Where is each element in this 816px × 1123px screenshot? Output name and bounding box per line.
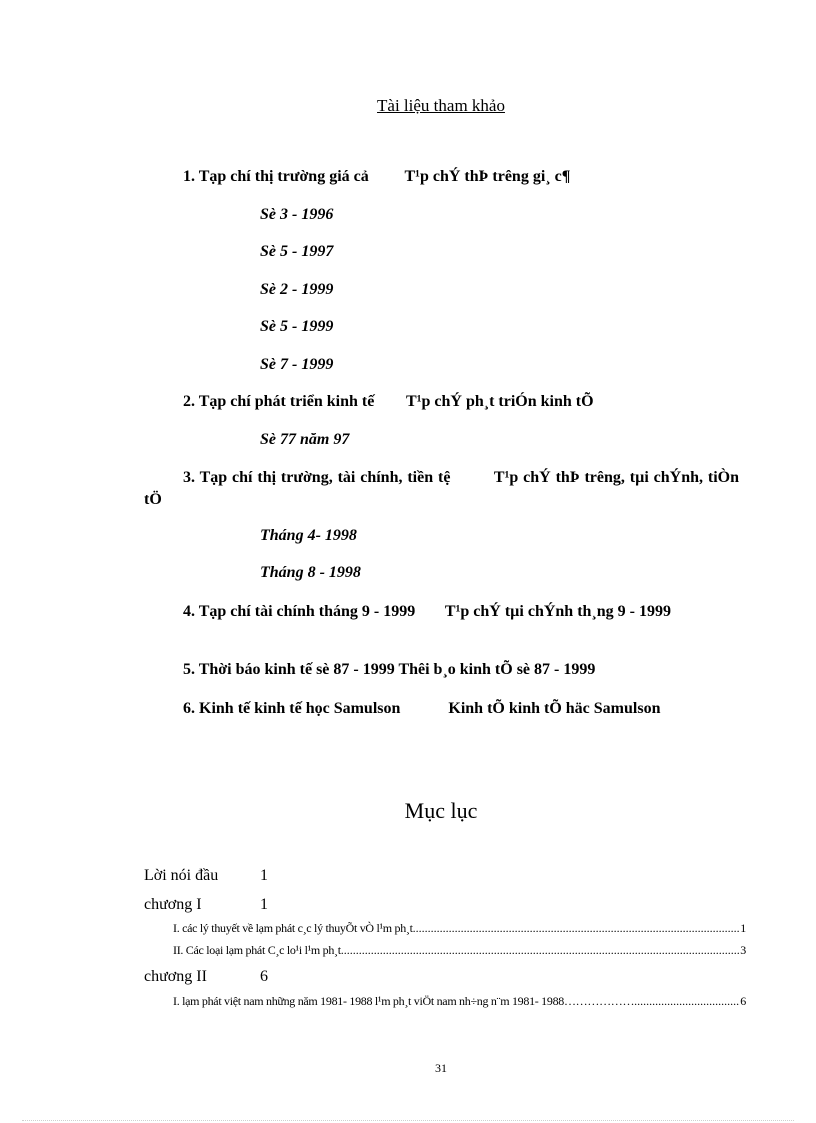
reference-item-1 (183, 168, 570, 186)
reference-number: 2. (183, 393, 195, 410)
toc-entry-page: 6 (260, 968, 268, 985)
reference-issue: Tháng 8 - 1998 (260, 564, 361, 581)
toc-entry-label: chương II (144, 968, 207, 985)
reference-title: Tạp chí phát triển kinh tế (198, 393, 375, 410)
reference-number: 3. (183, 469, 195, 486)
reference-title-legacy: T¹p chÝ ph¸t triÓn kinh tÕ (406, 393, 594, 410)
toc-entry-page: 6 (740, 994, 746, 1008)
toc-entry-label: II. Các loại lạm phát C¸c lo¹i l¹m ph¸t (173, 943, 341, 957)
reference-title-legacy: Thêi b¸o kinh tÕ sè 87 - 1999 (398, 661, 596, 678)
reference-item-5 (183, 661, 595, 679)
toc-entry-label: I. lạm phát việt nam những năm 1981- 1988 l¹m ph¸t viÖt nam nh÷ng n¨m 1981- 1988……………… (173, 994, 635, 1008)
reference-number: 5. (183, 661, 195, 678)
reference-issue: Sè 2 - 1999 (260, 281, 334, 298)
page-number: 31 (435, 1061, 447, 1075)
toc-entry-page: 3 (740, 943, 746, 957)
reference-item-2 (183, 393, 594, 411)
toc-subentry (173, 921, 746, 936)
reference-title: Tạp chí tài chính tháng 9 - 1999 (198, 603, 416, 620)
toc-subentry (173, 943, 746, 958)
reference-title: Thời báo kinh tế sè 87 - 1999 (198, 661, 395, 678)
toc-entry-page: 1 (260, 896, 268, 913)
reference-title: Tạp chí thị trường, tài chính, tiền tệ (199, 469, 451, 486)
reference-title-legacy: Kinh tÕ kinh tÕ häc Samulson (448, 700, 661, 717)
reference-issue: Sè 5 - 1999 (260, 318, 334, 335)
toc-entry-label: chương I (144, 896, 202, 913)
reference-issue: Sè 5 - 1997 (260, 243, 334, 260)
toc-subentry (173, 994, 746, 1009)
reference-number: 6. (183, 700, 195, 717)
page-bottom-divider (22, 1120, 794, 1121)
reference-issue: Sè 3 - 1996 (260, 206, 334, 223)
reference-issue: Sè 77 năm 97 (260, 431, 350, 448)
toc-entry-label: Lời nói đầu (144, 867, 219, 884)
reference-number: 1. (183, 168, 195, 185)
toc-entry-page: 1 (260, 867, 268, 884)
references-title: Tài liệu tham khảo (377, 96, 505, 115)
toc-entry-label: I. các lý thuyết về lạm phát c¸c lý thuyÕt vÒ l¹m ph¸t (173, 921, 413, 935)
reference-item-4 (144, 601, 739, 623)
reference-title: Tạp chí thị trường giá cả (198, 168, 369, 185)
reference-number: 4. (183, 603, 195, 620)
reference-issue: Sè 7 - 1999 (260, 356, 334, 373)
reference-title: Kinh tế kinh tế học Samulson (199, 700, 401, 717)
reference-item-3 (144, 467, 739, 511)
toc-entry-page: 1 (740, 921, 746, 935)
toc-title: Mục lục (404, 798, 478, 823)
reference-item-6 (144, 698, 739, 720)
reference-title-legacy: T¹p chÝ tµi chÝnh th¸ng 9 - 1999 (444, 603, 671, 620)
reference-title-legacy: T¹p chÝ thÞ trêng, tµi chÝnh, tiÒn tÖ (144, 469, 740, 508)
reference-issue: Tháng 4- 1998 (260, 527, 357, 544)
reference-title-legacy: T¹p chÝ thÞ trêng gi¸ c¶ (404, 168, 571, 185)
